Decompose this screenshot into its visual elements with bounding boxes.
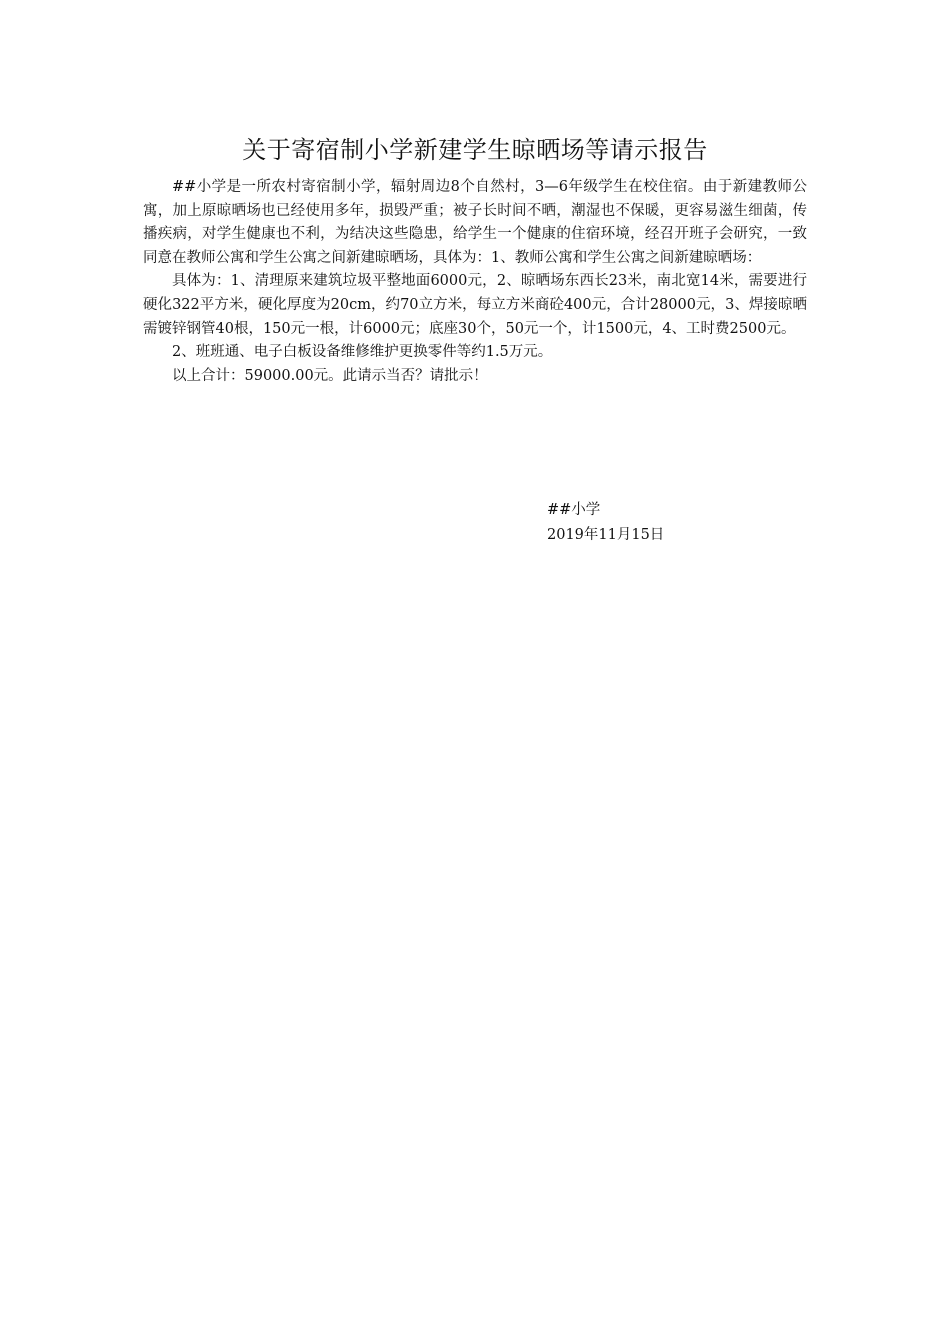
document-body: [143, 176, 807, 388]
paragraph-total: 以上合计：59000.00元。此请示当否？请批示！: [172, 367, 488, 384]
paragraph-details: 具体为：1、清理原来建筑垃圾平整地面6000元，2、晾晒场东西长23米，南北宽14米，需要进行硬化322平方米，硬化厚度为20cm，约70立方米，每立方米商砼400元，合计28000元，3、焊接晾晒需镀锌钢管40根，150元一根，计6000元；底座30个，50元一个，计1500元，4、工时费2500元。: [143, 273, 807, 337]
paragraph-equipment: 2、班班通、电子白板设备维修维护更换零件等约1.5万元。: [172, 344, 553, 361]
signature-block: [547, 498, 664, 548]
signature-org: ##小学: [547, 502, 601, 518]
paragraph-intro: ##小学是一所农村寄宿制小学，辐射周边8个自然村，3—6年级学生在校住宿。由于新建教师公寓，加上原晾晒场也已经使用多年，损毁严重；被子长时间不晒，潮湿也不保暖，更容易滋生细菌，传播疾病，对学生健康也不利，为结决这些隐患，给学生一个健康的住宿环境，经召开班子会研究，一致同意在教师公寓和学生公寓之间新建晾晒场，具体为：1、教师公寓和学生公寓之间新建晾晒场：: [143, 179, 807, 266]
document-title: 关于寄宿制小学新建学生晾晒场等请示报告: [242, 136, 708, 164]
signature-date: 2019年11月15日: [547, 527, 665, 543]
